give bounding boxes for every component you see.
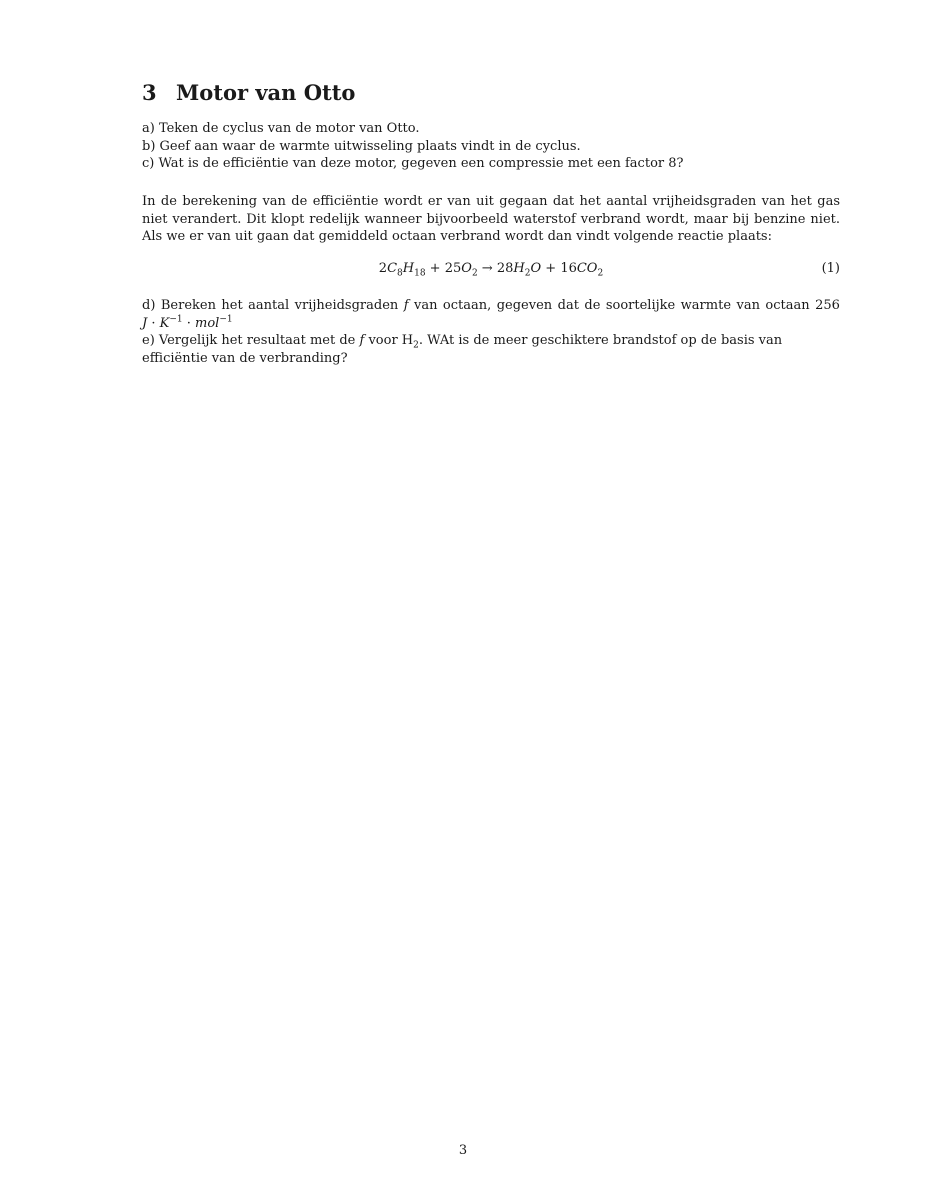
question-d-word: soortelijke [605, 298, 676, 313]
question-e-symbol-f: f [359, 333, 365, 348]
unit-mol: mol [195, 315, 220, 331]
eq-plus-2: + [541, 261, 561, 276]
question-d-word: dat [557, 298, 579, 313]
question-d-word: de [584, 298, 601, 313]
question-e-text: . WAt is de meer geschiktere brandstof op de basis van efficiëntie van de verbranding? [142, 333, 783, 366]
eq-co-sub: 2 [597, 268, 604, 279]
question-e-text: e) Vergelijk het resultaat met de [142, 333, 360, 348]
eq-oxygen-sub: 2 [471, 268, 478, 279]
eq-carbon-sub: 8 [397, 268, 403, 279]
unit-mol-exponent: −1 [219, 314, 233, 325]
question-d-word: het [221, 298, 243, 313]
question-e-text: voor H [364, 333, 414, 348]
questions-bottom [142, 297, 840, 367]
eq-coef-4: 16 [560, 261, 577, 276]
question-d-word: warmte [680, 298, 732, 313]
reaction-equation [142, 261, 840, 281]
section-title: Motor van Otto [176, 80, 356, 105]
question-e-h-sub: 2 [413, 340, 419, 351]
eq-hydrogen-sub: 18 [414, 268, 426, 279]
section-number: 3 [142, 80, 157, 105]
section-heading [142, 80, 355, 105]
equation-body [142, 261, 840, 279]
question-d-word: gegeven [496, 298, 553, 313]
intro-paragraph: In de berekening van de efficiëntie wordt er van uit gegaan dat het aantal vrijheidsgraden van het gas niet verandert. Dit klopt redelijk wanneer bijvoorbeeld waterstof verbrand wordt, maar bij benzine niet. Als we er van uit gaan dat gemiddeld octaan verbrand wordt dan vindt volgende reactie plaats: [142, 194, 840, 244]
eq-oxygen: O [461, 261, 472, 276]
eq-carbon: C [387, 261, 398, 276]
page-number: 3 [458, 1143, 468, 1158]
eq-water-h-sub: 2 [524, 268, 531, 279]
equation-number: (1) [821, 261, 840, 276]
question-d-word: van [414, 298, 438, 313]
eq-plus-1: + [425, 261, 445, 276]
question-d-word: 256 [815, 298, 840, 313]
eq-coef-3: 28 [496, 261, 514, 276]
eq-water-h: H [513, 261, 525, 276]
questions-top [142, 120, 840, 173]
unit-joule: J [142, 315, 148, 331]
question-d-word: van [736, 298, 760, 313]
eq-coef-2: 25 [444, 261, 462, 276]
question-d-unit [142, 315, 840, 333]
question-e [142, 332, 840, 367]
question-d-word: Bereken [160, 298, 216, 313]
question-b: b) Geef aan waar de warmte uitwisseling plaats vindt in de cyclus. [142, 138, 581, 154]
question-d-word: d) [142, 298, 156, 313]
unit-kelvin: K [159, 315, 170, 331]
question-c: c) Wat is de efficiëntie van deze motor, gegeven een compressie met een factor 8? [142, 156, 684, 171]
eq-coef-1: 2 [378, 261, 388, 276]
unit-dot: · [182, 315, 196, 331]
unit-kelvin-exponent: −1 [169, 314, 183, 325]
eq-arrow: → [477, 261, 497, 276]
unit-dot: · [147, 315, 160, 331]
question-d-symbol-f: f [403, 298, 409, 313]
question-d-word: vrijheidsgraden [294, 298, 399, 313]
eq-co: CO [576, 261, 598, 276]
question-d-word: octaan, [442, 298, 492, 313]
question-d-word: octaan [765, 298, 810, 313]
eq-hydrogen: H [402, 261, 415, 276]
question-a: a) Teken de cyclus van de motor van Otto. [142, 121, 420, 136]
question-d-word: aantal [248, 298, 290, 313]
question-d-line-1 [142, 297, 840, 315]
eq-water-o: O [530, 261, 542, 276]
